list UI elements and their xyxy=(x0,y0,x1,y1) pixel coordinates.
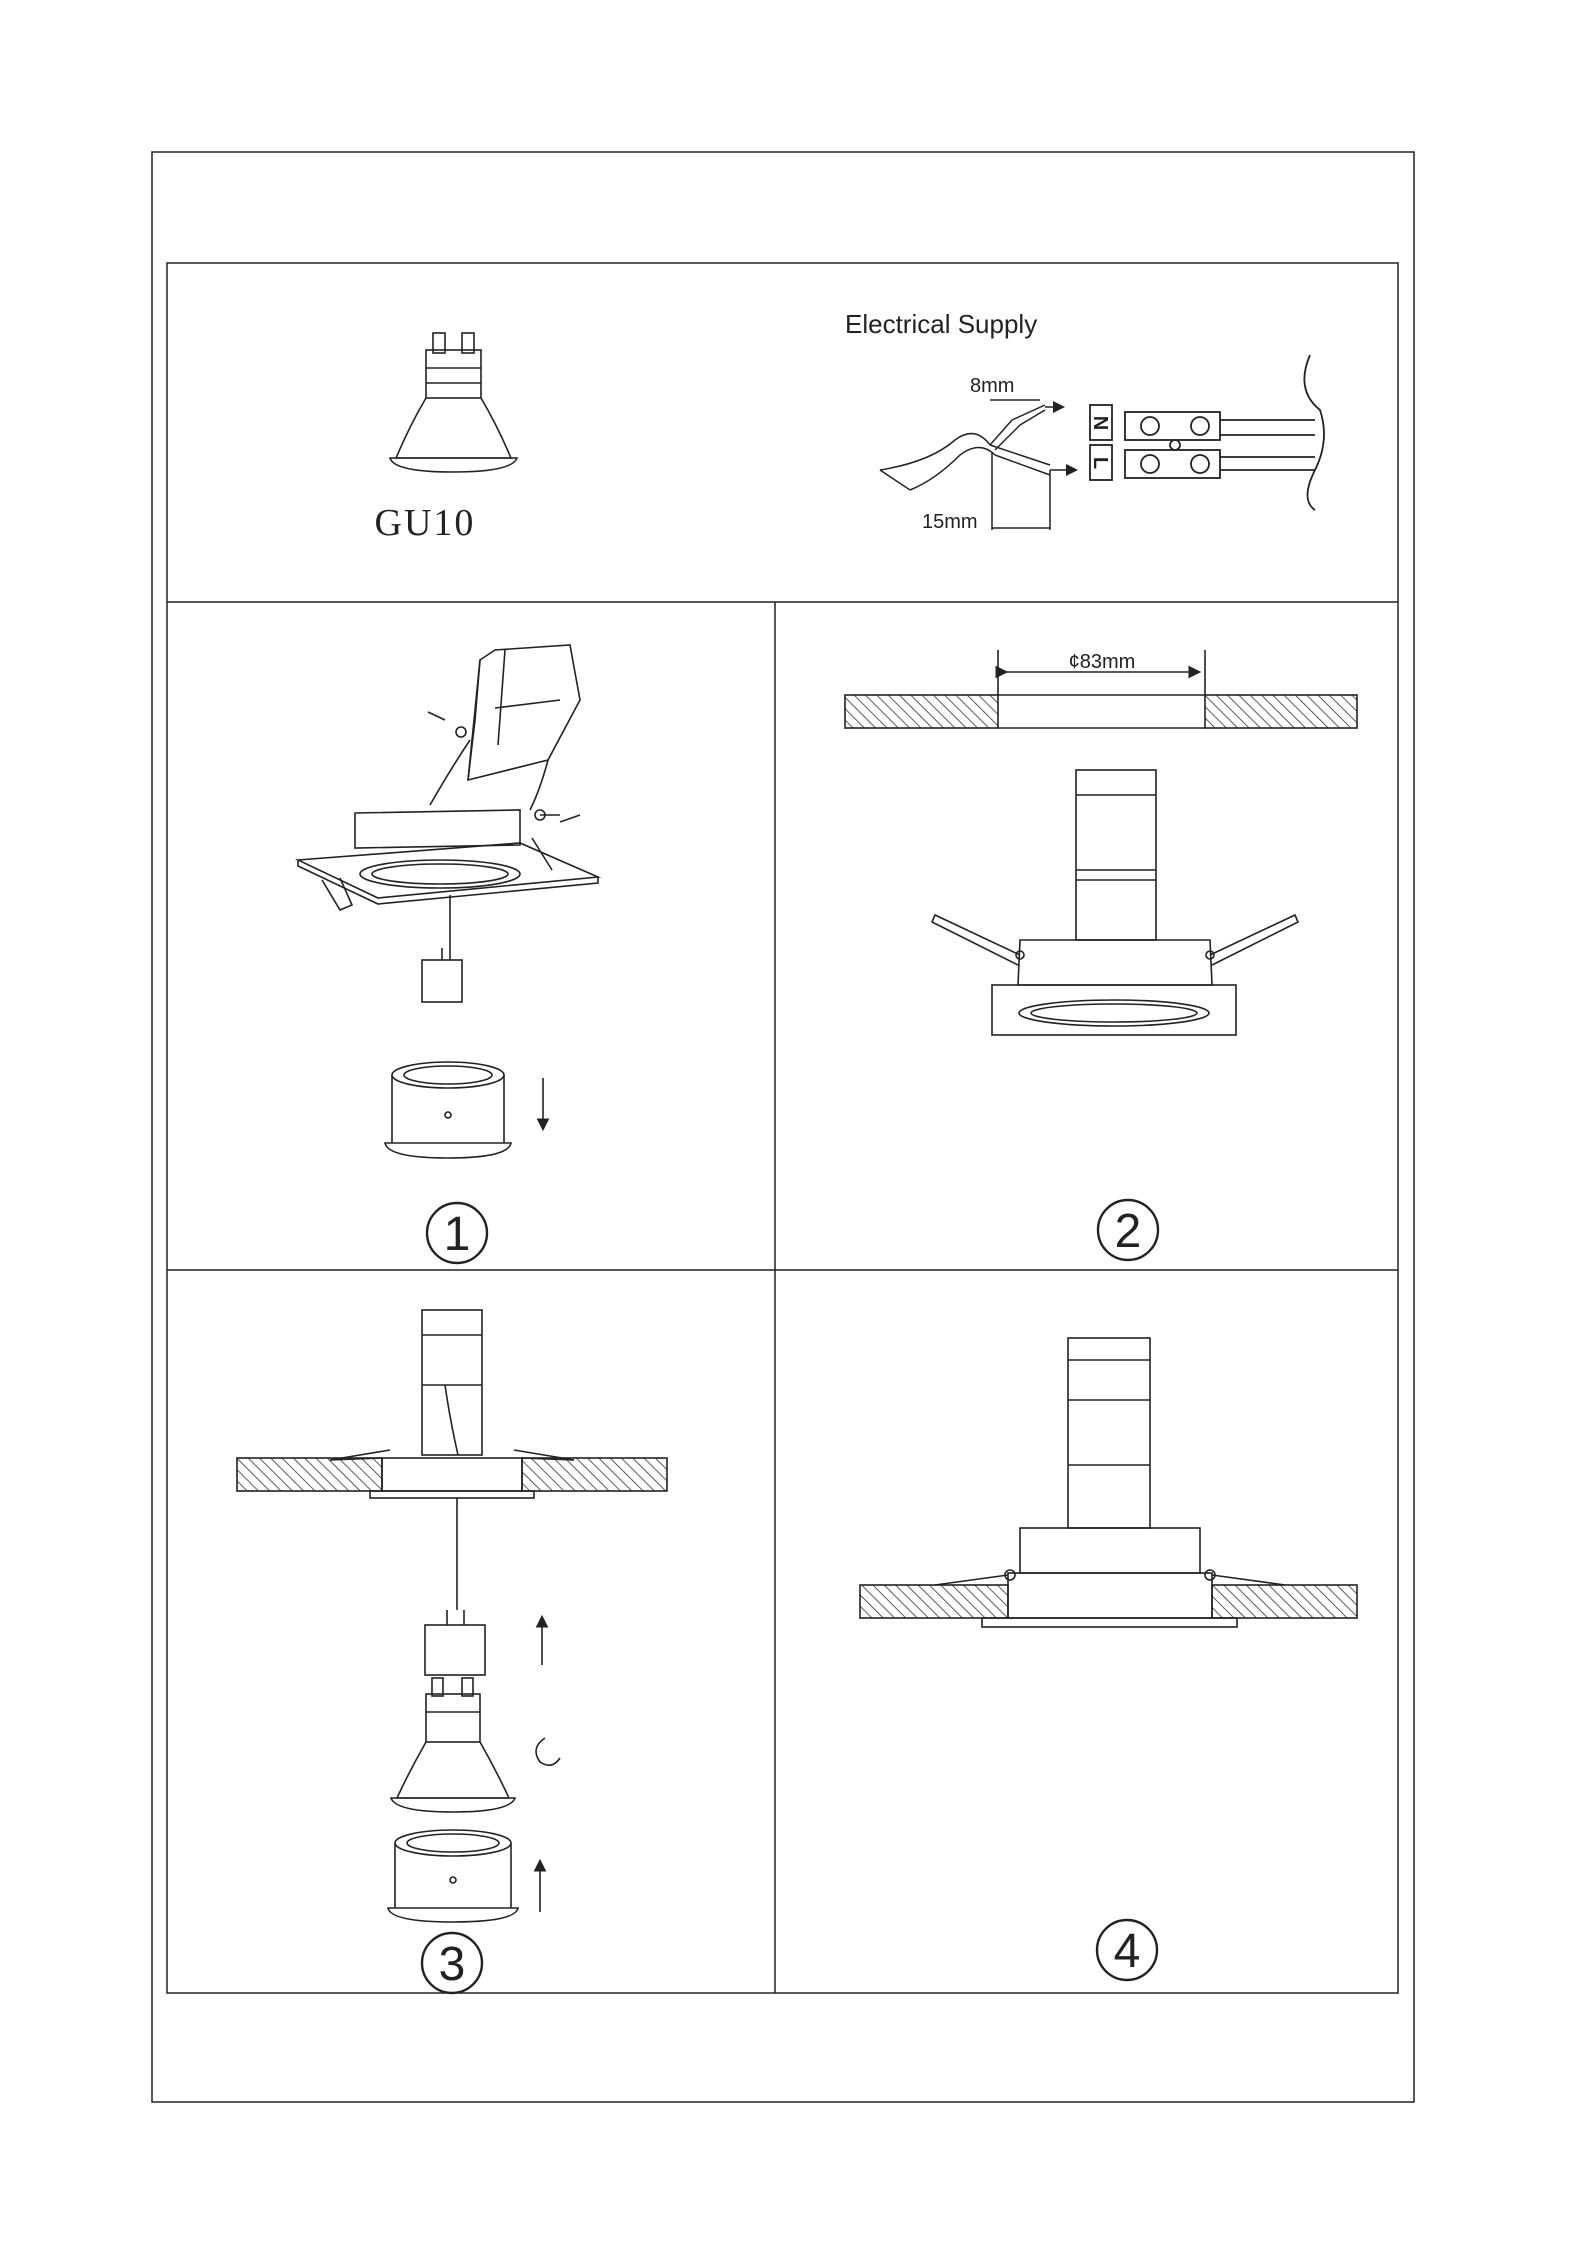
cutout-diameter-label: ¢83mm xyxy=(1068,651,1136,673)
page-border xyxy=(152,152,1414,2102)
step-4-number: 4 xyxy=(1113,1925,1141,1978)
table-frame xyxy=(167,263,1398,1993)
step-4-illustration xyxy=(860,1338,1357,1627)
step-3-number: 3 xyxy=(438,1938,466,1991)
step-3-badge xyxy=(422,1933,482,1993)
step-1-illustration xyxy=(298,645,598,1158)
strip-short-label: 8mm xyxy=(970,375,1015,397)
terminal-l-label: L xyxy=(1089,456,1111,470)
supply-title: Electrical Supply xyxy=(845,309,1038,339)
strip-long-label: 15mm xyxy=(922,511,978,533)
step-1-badge xyxy=(427,1203,487,1263)
step-2-number: 2 xyxy=(1114,1205,1142,1258)
terminal-block xyxy=(1090,355,1324,510)
step-2-illustration xyxy=(845,650,1357,1035)
terminal-n-label: N xyxy=(1089,415,1111,431)
bulb-label: GU10 xyxy=(374,502,476,544)
step-4-badge xyxy=(1097,1920,1157,1980)
step-3-illustration xyxy=(237,1310,667,1922)
step-2-badge xyxy=(1098,1200,1158,1260)
step-1-number: 1 xyxy=(443,1208,471,1261)
gu10-bulb-illustration xyxy=(390,333,517,472)
